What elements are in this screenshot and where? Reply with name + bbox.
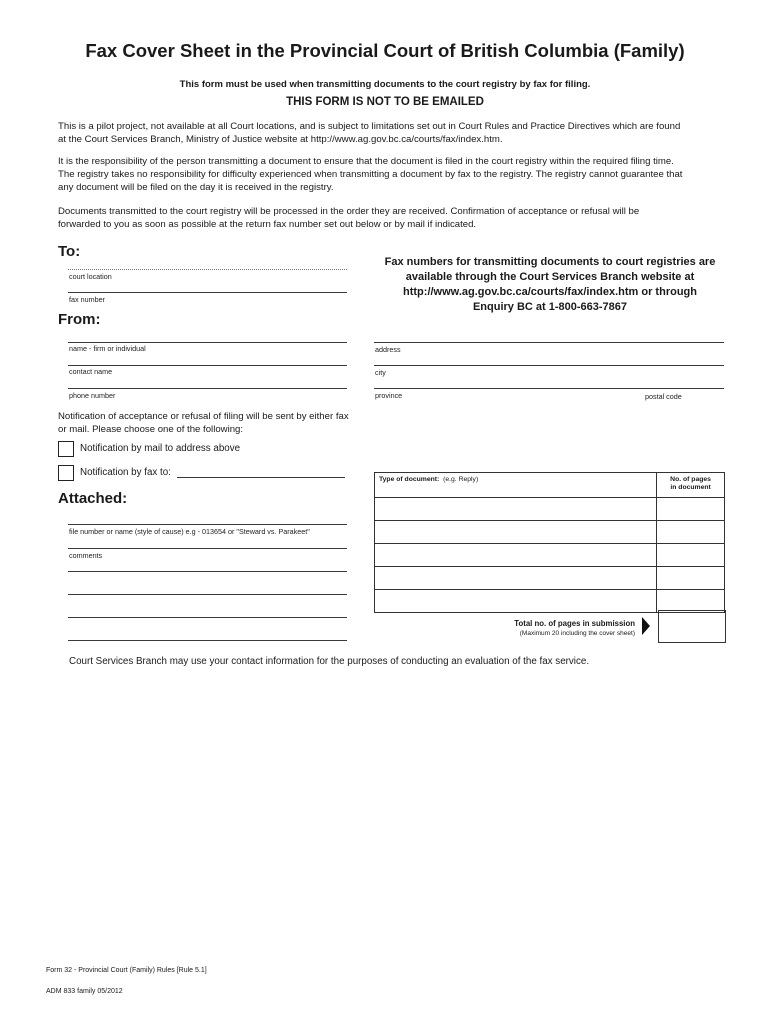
table-row xyxy=(375,544,725,567)
fax-numbers-info xyxy=(374,255,726,315)
total-pages-label: Total no. of pages in submission xyxy=(514,619,635,628)
to-heading: To: xyxy=(58,243,81,260)
documents-table-header xyxy=(375,473,725,498)
name-label: name - firm or individual xyxy=(69,344,146,353)
address-field[interactable] xyxy=(374,342,724,343)
from-heading: From: xyxy=(58,311,101,328)
intro-p3-line-1: Documents transmitted to the court registry will be processed in the order they are received. Confirmation of acceptance or refusal will be xyxy=(58,206,640,217)
fax-info-line-2: available through the Court Services Branch website at xyxy=(405,271,695,283)
province-postal-field[interactable] xyxy=(374,388,724,389)
document-type-cell[interactable] xyxy=(375,590,657,613)
phone-number-field[interactable] xyxy=(68,388,347,389)
attached-heading: Attached: xyxy=(58,490,128,507)
intro-paragraph-3 xyxy=(58,205,718,231)
court-location-field[interactable] xyxy=(68,269,347,270)
postal-code-label: postal code xyxy=(645,392,682,401)
document-type-cell[interactable] xyxy=(375,567,657,590)
intro-p1-line-1: This is a pilot project, not available at all Court locations, and is subject to limitations set out in Court Rules and Practice Directives which are found xyxy=(58,121,681,132)
pages-header-line-1: No. of pages xyxy=(670,476,711,483)
email-warning: THIS FORM IS NOT TO BE EMAILED xyxy=(286,96,484,108)
notification-line-2: or mail. Please choose one of the following: xyxy=(58,424,244,435)
notify-by-fax-checkbox[interactable] xyxy=(58,465,74,481)
contact-name-field[interactable] xyxy=(68,365,347,366)
notify-fax-number-field[interactable] xyxy=(177,477,345,478)
intro-p2-line-2: The registry takes no responsibility for difficulty experienced when transmitting a document by fax to the registry. The registry cannot guarantee that xyxy=(58,169,683,180)
total-pages-field[interactable] xyxy=(658,610,726,643)
document-type-example: (e.g. Reply) xyxy=(443,476,479,483)
document-type-cell[interactable] xyxy=(375,544,657,567)
address-label: address xyxy=(375,345,401,354)
fax-number-label: fax number xyxy=(69,295,105,304)
file-number-label: file number or name (style of cause) e.g - 013654 or "Steward vs. Parakeet" xyxy=(69,527,310,536)
documents-table xyxy=(374,472,725,613)
document-type-cell[interactable] xyxy=(375,521,657,544)
arrow-right-icon xyxy=(642,617,650,635)
notification-line-1: Notification of acceptance or refusal of filing will be sent by either fax xyxy=(58,411,349,422)
pages-cell[interactable] xyxy=(657,521,725,544)
notification-text xyxy=(58,410,358,436)
intro-paragraph-2 xyxy=(58,155,718,194)
fax-info-line-1: Fax numbers for transmitting documents to court registries are xyxy=(384,256,716,268)
intro-p1-line-2: at the Court Services Branch, Ministry of Justice website at http://www.ag.gov.bc.ca/courts/fax/index.htm. xyxy=(58,134,503,145)
comments-line-4[interactable] xyxy=(68,617,347,618)
phone-number-label: phone number xyxy=(69,391,116,400)
total-pages-note: (Maximum 20 including the cover sheet) xyxy=(519,630,635,637)
form-reference: Form 32 - Provincial Court (Family) Rules [Rule 5.1] xyxy=(46,967,207,974)
contact-name-label: contact name xyxy=(69,367,113,376)
comments-line-2[interactable] xyxy=(68,571,347,572)
notify-by-fax-label: Notification by fax to: xyxy=(80,467,171,478)
document-type-cell[interactable] xyxy=(375,498,657,521)
pages-header-line-2: in document xyxy=(670,484,711,491)
form-title: Fax Cover Sheet in the Provincial Court of British Columbia (Family) xyxy=(85,40,685,61)
city-label: city xyxy=(375,368,386,377)
comments-label: comments xyxy=(69,551,103,560)
intro-p3-line-2: forwarded to you as soon as possible at the return fax number set out below or by mail if indicated. xyxy=(58,219,477,230)
pages-header xyxy=(657,473,725,498)
fax-info-line-3: http://www.ag.gov.bc.ca/courts/fax/index.htm or through xyxy=(403,286,697,298)
comments-line-3[interactable] xyxy=(68,594,347,595)
pages-cell[interactable] xyxy=(657,567,725,590)
form-code: ADM 833 family 05/2012 xyxy=(46,988,123,995)
pages-cell[interactable] xyxy=(657,544,725,567)
form-subtitle: This form must be used when transmitting documents to the court registry by fax for filing. xyxy=(179,79,591,90)
notify-by-mail-label: Notification by mail to address above xyxy=(80,443,241,454)
name-field[interactable] xyxy=(68,342,347,343)
city-field[interactable] xyxy=(374,365,724,366)
file-number-field[interactable] xyxy=(68,524,347,525)
document-type-label: Type of document: xyxy=(379,476,440,483)
table-row xyxy=(375,521,725,544)
comments-line-5[interactable] xyxy=(68,640,347,641)
court-location-label: court location xyxy=(69,272,112,281)
intro-p2-line-1: It is the responsibility of the person transmitting a document to ensure that the document is filed in the court registry within the required filing time. xyxy=(58,156,674,167)
fax-info-line-4: Enquiry BC at 1-800-663-7867 xyxy=(472,301,628,313)
intro-p2-line-3: any document will be filed on the day it is received in the registry. xyxy=(58,182,334,193)
comments-line-1[interactable] xyxy=(68,548,347,549)
fax-number-field[interactable] xyxy=(68,292,347,293)
privacy-notice: Court Services Branch may use your contact information for the purposes of conducting an evaluation of the fax service. xyxy=(69,656,590,667)
intro-paragraph-1 xyxy=(58,120,718,146)
table-row xyxy=(375,498,725,521)
pages-cell[interactable] xyxy=(657,498,725,521)
table-row xyxy=(375,567,725,590)
notify-by-mail-checkbox[interactable] xyxy=(58,441,74,457)
document-type-header xyxy=(375,473,657,498)
province-label: province xyxy=(375,391,403,400)
